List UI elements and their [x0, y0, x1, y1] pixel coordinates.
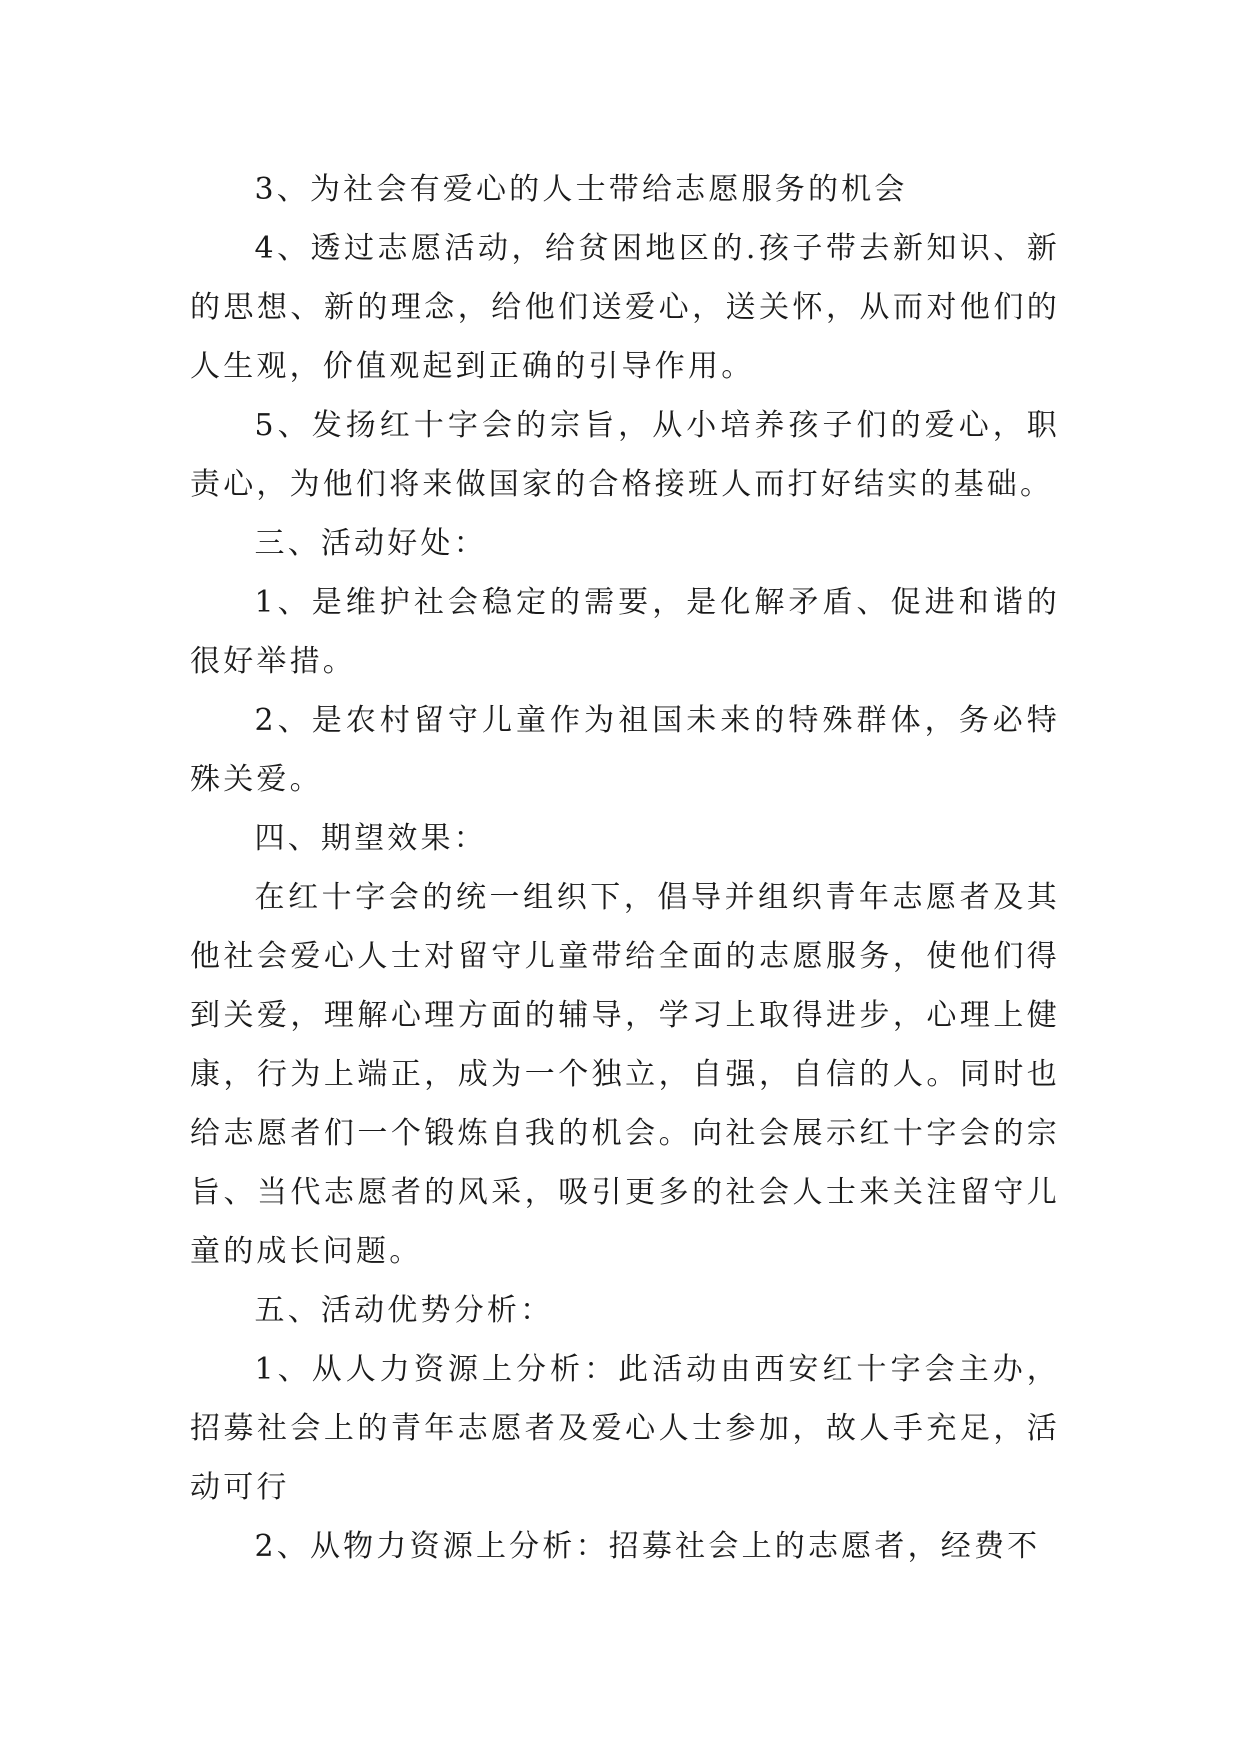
- paragraph-goal-3: 3、为社会有爱心的人士带给志愿服务的机会: [254, 172, 908, 207]
- paragraph-goal-5: 5、发扬红十字会的宗旨，从小培养孩子们的爱心，职责心，为他们将来做国家的合格接班人而打好结实的基础。: [190, 408, 1060, 502]
- paragraph-benefit-2: 2、是农村留守儿童作为祖国未来的特殊群体，务必特殊关爱。: [190, 703, 1060, 797]
- section-heading-benefits: 三、活动好处：: [254, 526, 487, 561]
- paragraph-analysis-2: 2、从物力资源上分析：招募社会上的志愿者，经费不: [254, 1529, 1041, 1564]
- section-heading-expected-effect: 四、期望效果：: [254, 821, 487, 856]
- paragraph-goal-4: 4、透过志愿活动，给贫困地区的.孩子带去新知识、新的思想、新的理念，给他们送爱心，送关怀，从而对他们的人生观，价值观起到正确的引导作用。: [190, 231, 1060, 384]
- paragraph-analysis-1: 1、从人力资源上分析：此活动由西安红十字会主办，招募社会上的青年志愿者及爱心人士参加，故人手充足，活动可行: [190, 1352, 1060, 1505]
- section-heading-advantage-analysis: 五、活动优势分析：: [254, 1293, 554, 1328]
- paragraph-benefit-1: 1、是维护社会稳定的需要，是化解矛盾、促进和谐的很好举措。: [190, 585, 1060, 679]
- paragraph-expected-effect: 在红十字会的统一组织下，倡导并组织青年志愿者及其他社会爱心人士对留守儿童带给全面的志愿服务，使他们得到关爱，理解心理方面的辅导，学习上取得进步，心理上健康，行为上端正，成为一个独立，自强，自信的人。同时也给志愿者们一个锻炼自我的机会。向社会展示红十字会的宗旨、当代志愿者的风采，吸引更多的社会人士来关注留守儿童的成长问题。: [190, 880, 1060, 1269]
- document-body: [190, 160, 1060, 1576]
